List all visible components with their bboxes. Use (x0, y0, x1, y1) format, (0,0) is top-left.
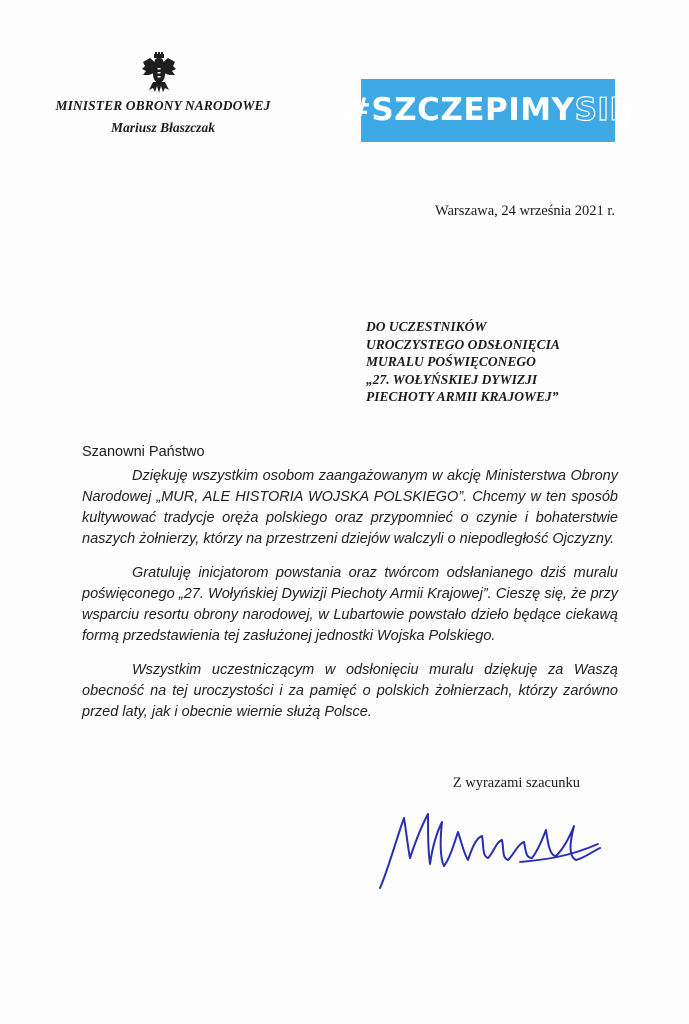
letter-date: Warszawa, 24 września 2021 r. (434, 203, 615, 219)
polish-eagle-icon (141, 52, 177, 94)
greeting: Szanowni Państwo (82, 444, 205, 460)
recipient-line: PIECHOTY ARMII KRAJOWEJ” (366, 389, 559, 404)
recipient-line: UROCZYSTEGO ODSŁONIĘCIA (366, 336, 560, 352)
body-paragraph: Dziękuję wszystkim osobom zaangażowanym w akcję Ministerstwa Obrony Narodowej „MUR, ALE HISTORIA WOJSKA POLSKIEGO”. Chcemy w ten sposób kultywować tradycje oręża polskiego oraz przypomnieć o czynie i bohaterstwie naszych żołnierzy, którzy na przestrzeni dziejów walczyli o niepodległość Ojczyzny. (82, 468, 618, 547)
recipient-line: „27. WOŁYŃSKIEJ DYWIZJI (366, 371, 538, 387)
campaign-hashtag: #SZCZEPIMY (344, 92, 575, 128)
recipient-line: MURALU POŚWIĘCONEGO (366, 354, 536, 369)
recipient-block (366, 318, 636, 406)
campaign-hashtag-suffix: SIĘ (574, 92, 632, 128)
body-paragraph: Gratuluję inicjatorom powstania oraz twórcom odsłanianego dziś muralu poświęconego „27. Wołyńskiej Dywizji Piechoty Armii Krajowej”. Cieszę się, że przy wsparciu resortu obrony narodowej, w Lubartowie powstało dzieło będące ciekawą formą przedstawienia tej zasłużonej jednostki Wojska Polskiego. (82, 565, 618, 644)
campaign-badge (344, 79, 632, 142)
body-paragraph: Wszystkim uczestniczącym w odsłonięciu muralu dziękuję za Waszą obecność na tej uroczystości i za pamięć o polskich żołnierzach, którzy zarówno przed laty, jak i obecnie wiernie służą Polsce. (82, 662, 618, 720)
recipient-line: DO UCZESTNIKÓW (366, 319, 487, 334)
minister-title: MINISTER OBRONY NARODOWEJ (55, 98, 271, 113)
minister-name: Mariusz Błaszczak (111, 120, 215, 135)
letter-body (82, 466, 618, 736)
closing-phrase: Z wyrazami szacunku (452, 775, 580, 791)
handwritten-signature-icon (370, 800, 610, 895)
